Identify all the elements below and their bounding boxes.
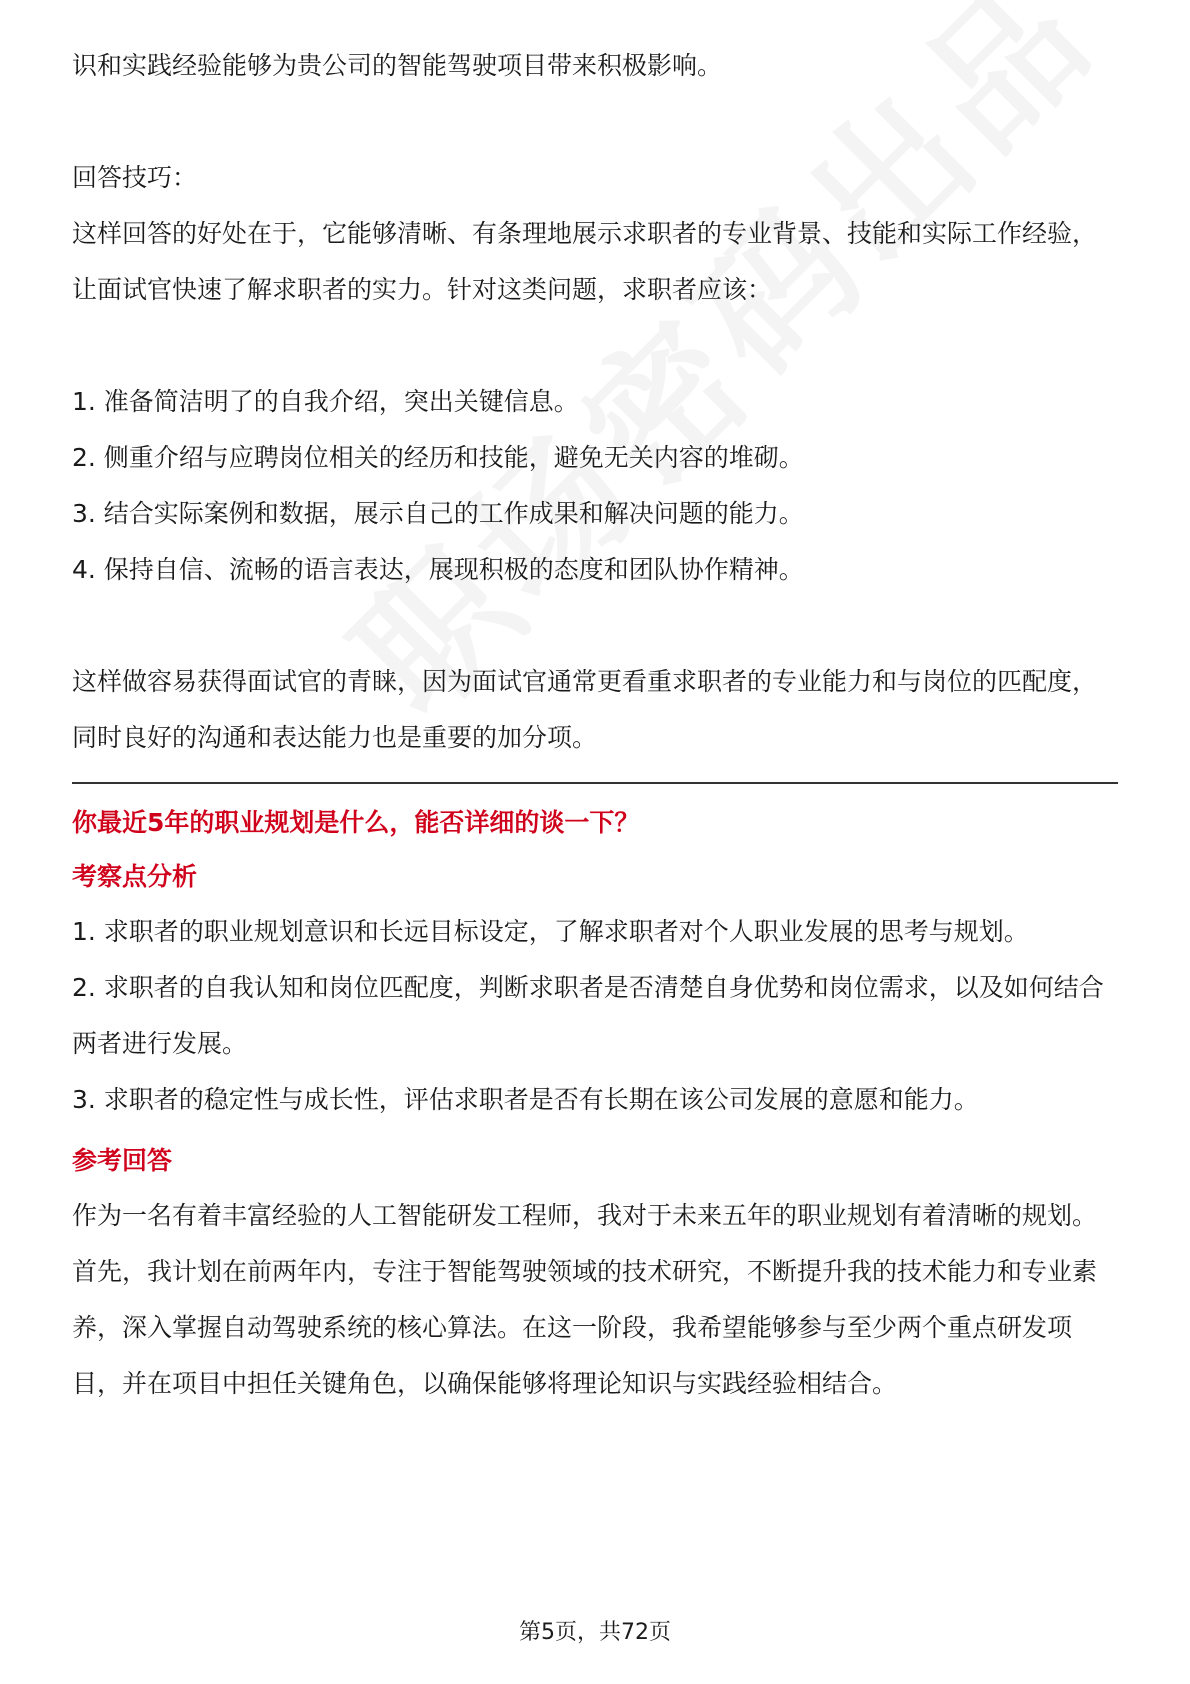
answer-paragraph: 作为一名有着丰富经验的人工智能研发工程师，我对于未来五年的职业规划有着清晰的规划。首先，我计划在前两年内，专注于智能驾驶领域的技术研究，不断提升我的技术能力和专业素养，深入掌握自动驾驶系统的核心算法。在这一阶段，我希望能够参与至少两个重点研发项目，并在项目中担任关键角色，以确保能够将理论知识与实践经验相结合。 — [72, 1201, 1098, 1398]
analysis-list — [72, 904, 1118, 1128]
tips-list-item: 2. 侧重介绍与应聘岗位相关的经历和技能，避免无关内容的堆砌。 — [72, 443, 804, 472]
answer-heading: 参考回答 — [72, 1146, 173, 1175]
tips-list-item: 4. 保持自信、流畅的语言表达，展现积极的态度和团队协作精神。 — [72, 555, 804, 584]
tips-conclusion: 这样做容易获得面试官的青睐，因为面试官通常更看重求职者的专业能力和与岗位的匹配度，同时良好的沟通和表达能力也是重要的加分项。 — [72, 667, 1098, 752]
tips-heading: 回答技巧： — [72, 163, 198, 192]
tips-paragraph: 这样回答的好处在于，它能够清晰、有条理地展示求职者的专业背景、技能和实际工作经验，让面试官快速了解求职者的实力。针对这类问题，求职者应该： — [72, 219, 1098, 304]
section-divider — [72, 782, 1118, 784]
tips-list-item: 3. 结合实际案例和数据，展示自己的工作成果和解决问题的能力。 — [72, 499, 804, 528]
tips-list-item: 1. 准备简洁明了的自我介绍，突出关键信息。 — [72, 387, 579, 416]
page-footer: 第5页，共72页 — [519, 1620, 671, 1645]
page-content — [72, 38, 1118, 1412]
analysis-list-item: 3. 求职者的稳定性与成长性，评估求职者是否有长期在该公司发展的意愿和能力。 — [72, 1085, 979, 1114]
question-title: 你最近5年的职业规划是什么，能否详细的谈一下？ — [72, 808, 640, 837]
intro-continuation: 识和实践经验能够为贵公司的智能驾驶项目带来积极影响。 — [72, 51, 723, 80]
tips-list — [72, 374, 1118, 598]
analysis-list-item: 2. 求职者的自我认知和岗位匹配度，判断求职者是否清楚自身优势和岗位需求，以及如何结合两者进行发展。 — [72, 973, 1104, 1058]
analysis-heading: 考察点分析 — [72, 862, 198, 891]
analysis-list-item: 1. 求职者的职业规划意识和长远目标设定，了解求职者对个人职业发展的思考与规划。 — [72, 917, 1029, 946]
